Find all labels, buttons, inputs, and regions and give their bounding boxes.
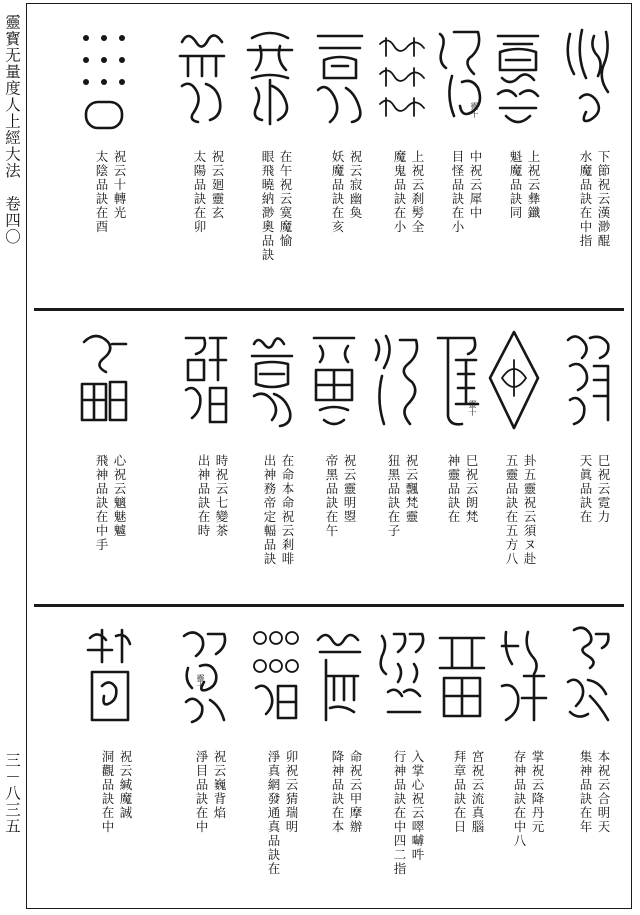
caption-line: 妖魔品訣在亥 — [330, 150, 345, 234]
caption-line: 神靈品訣在 — [446, 454, 461, 524]
caption-line: 天眞品訣在 — [578, 454, 593, 524]
book-title: 靈寳无量度人上經大法 卷四〇 — [3, 14, 21, 245]
caption-line: 祝云十轉光 — [112, 150, 127, 220]
seal-glyph — [248, 616, 304, 736]
caption-line: 祝云寂幽奐 — [348, 150, 363, 220]
caption-line: 拜章品訣在日 — [452, 750, 467, 834]
seal-glyph — [434, 616, 490, 736]
caption-line: 卯祝云猜瑞明 — [284, 750, 299, 834]
caption-line: 祝云靈明曌 — [342, 454, 357, 524]
caption-line: 目怪品訣在小 — [450, 150, 465, 234]
seal-glyph — [368, 320, 424, 440]
seal-glyph — [432, 16, 488, 136]
caption-line: 魁魔品訣同 — [508, 150, 523, 220]
caption-line: 下節祝云漢渺醌 — [596, 150, 611, 248]
caption-line: 巳祝云朗梵 — [464, 454, 479, 524]
caption-line: 巳祝云霓力 — [596, 454, 611, 524]
seal-glyph — [76, 320, 132, 440]
caption-line: 祝云飄梵靈 — [404, 454, 419, 524]
seal-glyph — [82, 616, 138, 736]
caption-line: 降神品訣在本 — [330, 750, 345, 834]
caption-line: 行神品訣在中四二指 — [392, 750, 407, 876]
caption-line: 淨真網發通真品訣在 — [266, 750, 281, 876]
folio-mark: 靈十 — [468, 400, 477, 416]
caption-line: 存神品訣在中八 — [512, 750, 527, 848]
caption-line: 在命本命祝云剎啡 — [280, 454, 295, 566]
caption-line: 掌祝云降丹元 — [530, 750, 545, 834]
caption-line: 魔鬼品訣在小 — [392, 150, 407, 234]
caption-line: 祝云廻靈玄 — [210, 150, 225, 220]
caption-line: 祝云巍背焰 — [212, 750, 227, 820]
caption-line: 狃黑品訣在子 — [386, 454, 401, 538]
page-number: 三－八三五 — [3, 752, 21, 835]
caption-line: 眼飛曉納渺奧品訣 — [260, 150, 275, 262]
panel-separator — [34, 604, 624, 607]
seal-glyph — [560, 16, 616, 136]
caption-line: 出神品訣在時 — [196, 454, 211, 538]
caption-line: 淨目品訣在中 — [194, 750, 209, 834]
seal-glyph — [244, 320, 300, 440]
caption-line: 中祝云犀中 — [468, 150, 483, 220]
seal-glyph — [560, 616, 616, 736]
talisman-panel-2 — [34, 314, 624, 602]
caption-line: 出神務帝定輻品訣 — [262, 454, 277, 566]
caption-line: 在午祝云寞魔愉 — [278, 150, 293, 248]
caption-line: 入掌心祝云噿嚹吽 — [410, 750, 425, 862]
talisman-panel-3 — [34, 610, 624, 906]
talisman-panel-1 — [34, 10, 624, 306]
caption-line: 集神品訣在年 — [578, 750, 593, 834]
caption-line: 飛神品訣在中手 — [94, 454, 109, 552]
seal-glyph — [560, 320, 616, 440]
seal-glyph — [374, 16, 430, 136]
caption-line: 心祝云魑魅魖 — [112, 454, 127, 538]
seal-glyph — [312, 616, 368, 736]
caption-line: 太陽品訣在卯 — [192, 150, 207, 234]
folio-mark: 靈十 — [470, 102, 479, 118]
seal-glyph — [312, 16, 368, 136]
caption-line: 命祝云甲摩辦 — [348, 750, 363, 834]
seal-glyph — [242, 16, 298, 136]
caption-line: 洞觀品訣在中 — [100, 750, 115, 834]
folio-mark: 靈十 — [196, 674, 205, 690]
seal-glyph — [494, 616, 550, 736]
seal-glyph — [490, 16, 546, 136]
caption-line: 卦五靈祝云須ヌ赴 — [522, 454, 537, 566]
seal-glyph — [486, 320, 542, 440]
seal-glyph — [76, 16, 132, 136]
seal-glyph — [374, 616, 430, 736]
caption-line: 上祝云彝鑯 — [526, 150, 541, 220]
caption-line: 五靈品訣在五方八 — [504, 454, 519, 566]
caption-line: 上祝云刹髣全 — [410, 150, 425, 234]
caption-line: 本祝云合明天 — [596, 750, 611, 834]
seal-glyph — [178, 320, 234, 440]
seal-glyph — [174, 16, 230, 136]
caption-line: 太陰品訣在酉 — [94, 150, 109, 234]
caption-line: 帝黑品訣在午 — [324, 454, 339, 538]
seal-glyph — [428, 320, 484, 440]
caption-line: 時祝云七變茶 — [214, 454, 229, 538]
panel-separator — [34, 308, 624, 311]
caption-line: 宮祝云流真腦 — [470, 750, 485, 834]
caption-line: 祝云緘魔誠 — [118, 750, 133, 820]
caption-line: 水魔品訣在中指 — [578, 150, 593, 248]
seal-glyph — [306, 320, 362, 440]
